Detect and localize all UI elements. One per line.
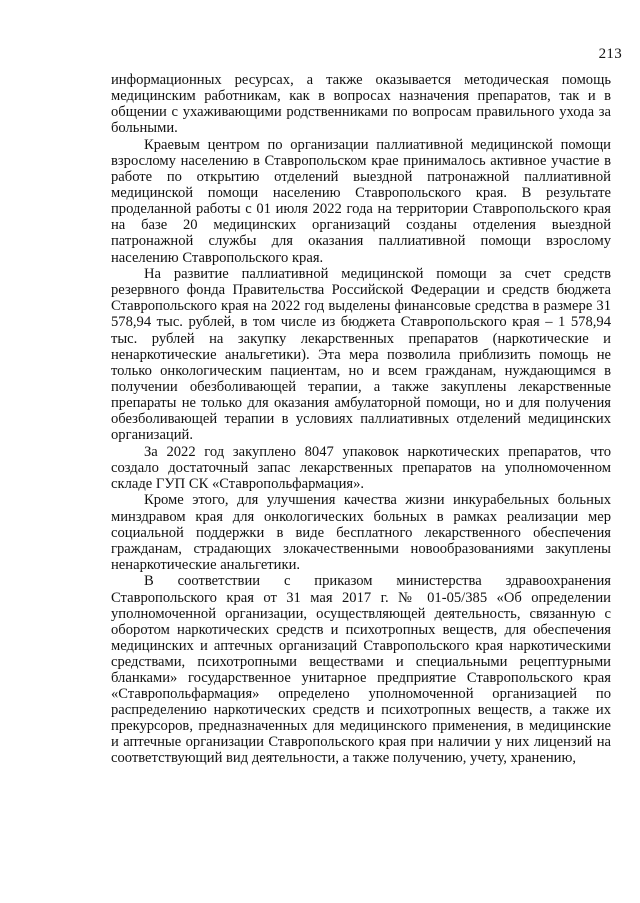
paragraph: В соответствии с приказом министерства здравоохранения Ставропольского края от 31 мая 2017 г. № 01-05/385 «Об определении уполномоченной организации, осуществляющей деятельность, связанную с оборотом наркотических средств и психотропных веществ, для обеспечения медицинских и аптечных организаций Ставропольского края наркотическими средствами, психотропными веществами и специальными рецептурными бланками» государственное унитарное предприятие Ставропольского края «Ставропольфармация» определено уполномоченной организацией по распределению наркотических средств и психотропных веществ, а также их прекурсоров, предназначенных для медицинского применения, в медицинские и аптечные организации Ставропольского края при наличии у них лицензий на соответствующий вид деятельности, а также получению, учету, хранению, [111, 573, 611, 767]
paragraph: На развитие паллиативной медицинской помощи за счет средств резервного фонда Правительства Российской Федерации и средств бюджета Ставропольского края на 2022 год выделены финансовые средства в размере 31 578,94 тыс. рублей, в том числе из бюджета Ставропольского края – 1 578,94 тыс. рублей на закупку лекарственных препаратов (наркотические и ненаркотические анальгетики). Эта мера позволила приблизить помощь не только онкологическим пациентам, но и всем гражданам, нуждающимся в получении обезболивающей терапии, а также закуплены лекарственные препараты не только для оказания амбулаторной помощи, но и для получения обезболивающей терапии в условиях паллиативных отделений медицинских организаций. [111, 266, 611, 444]
paragraph: За 2022 год закуплено 8047 упаковок наркотических препаратов, что создало достаточный запас лекарственных препаратов на уполномоченном складе ГУП СК «Ставропольфармация». [111, 443, 611, 492]
paragraph: Краевым центром по организации паллиативной медицинской помощи взрослому населению в Ставропольском крае принималось активное участие в работе по открытию отделений выездной патронажной паллиативной медицинской помощи населению Ставропольского края. В результате проделанной работы с 01 июля 2022 года на территории Ставропольского края на базе 20 медицинских организаций созданы отделения выездной патронажной службы для оказания паллиативной помощи взрослому населению Ставропольского края. [111, 136, 611, 266]
page-number: 213 [598, 46, 622, 62]
paragraph: Кроме этого, для улучшения качества жизни инкурабельных больных минздравом края для онкологических больных в рамках реализации мер социальной поддержки в виде бесплатного лекарственного обеспечения гражданам, страдающих злокачественными новообразованиями закуплены ненаркотические анальгетики. [111, 492, 611, 573]
document-body [111, 72, 611, 767]
paragraph: информационных ресурсах, а также оказывается методическая помощь медицинским работникам, как в вопросах назначения препаратов, так и в общении с ухаживающими родственниками по вопросам правильного ухода за больными. [111, 72, 611, 137]
